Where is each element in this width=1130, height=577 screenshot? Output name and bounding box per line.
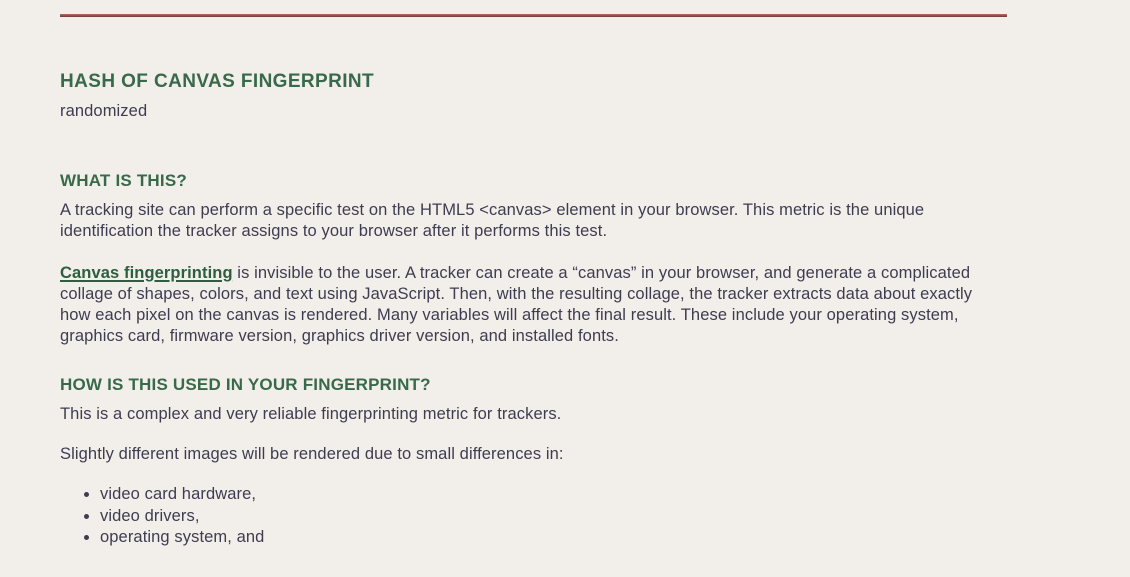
canvas-fingerprinting-link[interactable]: Canvas fingerprinting: [60, 264, 233, 282]
how-used-paragraph-2: Slightly different images will be rendered due to small differences in:: [60, 445, 564, 463]
how-used-heading: HOW IS THIS USED IN YOUR FINGERPRINT?: [60, 375, 431, 394]
section-divider-rule: [60, 14, 1007, 17]
how-used-paragraph-1: This is a complex and very reliable fingerprinting metric for trackers.: [60, 405, 562, 423]
metric-value: randomized: [60, 102, 148, 120]
difference-reasons-list: [60, 484, 1007, 549]
list-item: • video drivers,: [100, 506, 1007, 528]
list-item: • video card hardware,: [100, 484, 1007, 506]
what-is-this-paragraph-1: A tracking site can perform a specific test on the HTML5 <canvas> element in your browser. This metric is the unique identification the tracker assigns to your browser after it performs this test.: [60, 201, 925, 240]
what-is-this-paragraph-2-text: is invisible to the user. A tracker can create a “canvas” in your browser, and generate a complicated collage of shapes, colors, and text using JavaScript. Then, with the resulting collage, the tracker extracts data about exactly how each pixel on the canvas is rendered. Many variables will affect the final result. These include your operating system, graphics card, firmware version, graphics driver version, and installed fonts.: [60, 264, 973, 345]
metric-title: HASH OF CANVAS FINGERPRINT: [60, 71, 375, 92]
content-column: [60, 14, 1007, 549]
what-is-this-paragraph-2: [60, 263, 1007, 347]
list-item: • operating system, and: [100, 527, 1007, 549]
what-is-this-heading: WHAT IS THIS?: [60, 171, 187, 190]
